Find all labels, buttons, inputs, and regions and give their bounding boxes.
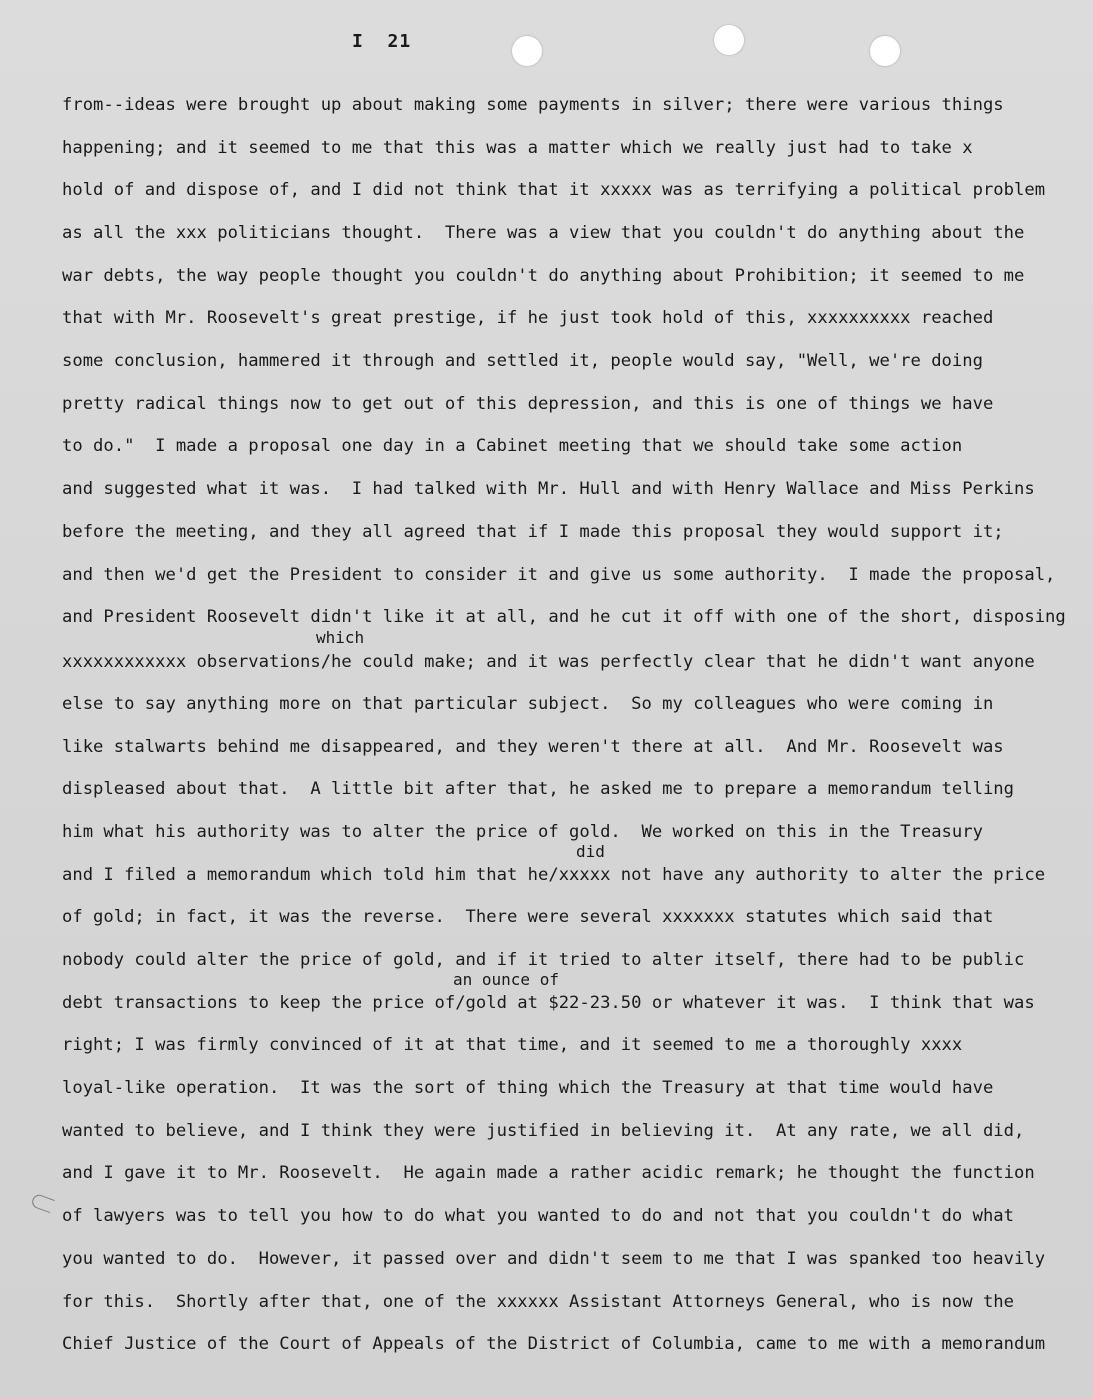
text-line: for this. Shortly after that, one of the xxxxxx Assistant Attorneys General, who is now the bbox=[62, 1292, 1014, 1312]
text-line: displeased about that. A little bit after that, he asked me to prepare a memorandum telling bbox=[62, 779, 1014, 799]
punch-hole-right bbox=[870, 36, 900, 66]
margin-pencil-mark bbox=[30, 1193, 55, 1213]
punch-hole-middle bbox=[714, 25, 744, 55]
text-line: Chief Justice of the Court of Appeals of the District of Columbia, came to me with a memorandum bbox=[62, 1334, 1046, 1354]
text-line: wanted to believe, and I think they were justified in believing it. At any rate, we all did, bbox=[62, 1121, 1025, 1141]
punch-hole-left bbox=[512, 36, 542, 66]
text-line: right; I was firmly convinced of it at that time, and it seemed to me a thoroughly xxxx bbox=[62, 1035, 963, 1055]
text-line: war debts, the way people thought you couldn't do anything about Prohibition; it seemed to me bbox=[62, 266, 1025, 286]
text-line: you wanted to do. However, it passed over and didn't seem to me that I was spanked too heavily bbox=[62, 1249, 1046, 1269]
text-line: nobody could alter the price of gold, and if it tried to alter itself, there had to be public bbox=[62, 950, 1025, 970]
text-line: from--ideas were brought up about making some payments in silver; there were various things bbox=[62, 95, 1004, 115]
interlineation-did: did bbox=[576, 842, 605, 861]
text-line: and I filed a memorandum which told him that he/xxxxx not have any authority to alter the price bbox=[62, 865, 1046, 885]
text-line: that with Mr. Roosevelt's great prestige, if he just took hold of this, xxxxxxxxxx reached bbox=[62, 308, 994, 328]
text-line: loyal-like operation. It was the sort of thing which the Treasury at that time would have bbox=[62, 1078, 994, 1098]
text-line: and suggested what it was. I had talked with Mr. Hull and with Henry Wallace and Miss Perkins bbox=[62, 479, 1035, 499]
text-line: him what his authority was to alter the price of gold. We worked on this in the Treasury bbox=[62, 822, 983, 842]
text-line: of lawyers was to tell you how to do what you wanted to do and not that you couldn't do what bbox=[62, 1206, 1014, 1226]
text-line: hold of and dispose of, and I did not think that it xxxxx was as terrifying a political problem bbox=[62, 180, 1046, 200]
text-line: else to say anything more on that particular subject. So my colleagues who were coming in bbox=[62, 694, 994, 714]
interlineation-which: which bbox=[316, 628, 365, 647]
text-line: of gold; in fact, it was the reverse. There were several xxxxxxx statutes which said that bbox=[62, 907, 994, 927]
text-line: happening; and it seemed to me that this was a matter which we really just had to take x bbox=[62, 138, 973, 158]
text-line: some conclusion, hammered it through and settled it, people would say, "Well, we're doing bbox=[62, 351, 983, 371]
interlineation-an-ounce-of: an ounce of bbox=[453, 970, 559, 989]
text-line: as all the xxx politicians thought. There was a view that you couldn't do anything about the bbox=[62, 223, 1025, 243]
text-line: before the meeting, and they all agreed that if I made this proposal they would support it; bbox=[62, 522, 1004, 542]
text-line: like stalwarts behind me disappeared, and they weren't there at all. And Mr. Roosevelt was bbox=[62, 737, 1004, 757]
text-line: xxxxxxxxxxxx observations/he could make; and it was perfectly clear that he didn't want anyone bbox=[62, 652, 1035, 672]
text-line: and President Roosevelt didn't like it at all, and he cut it off with one of the short, disposing bbox=[62, 607, 1066, 627]
text-line: and then we'd get the President to consider it and give us some authority. I made the proposal, bbox=[62, 565, 1056, 585]
text-line: debt transactions to keep the price of/gold at $22-23.50 or whatever it was. I think that was bbox=[62, 993, 1035, 1013]
text-line: and I gave it to Mr. Roosevelt. He again made a rather acidic remark; he thought the function bbox=[62, 1163, 1035, 1183]
text-line: to do." I made a proposal one day in a Cabinet meeting that we should take some action bbox=[62, 436, 963, 456]
page-number: I 21 bbox=[352, 31, 412, 52]
text-line: pretty radical things now to get out of this depression, and this is one of things we have bbox=[62, 394, 994, 414]
